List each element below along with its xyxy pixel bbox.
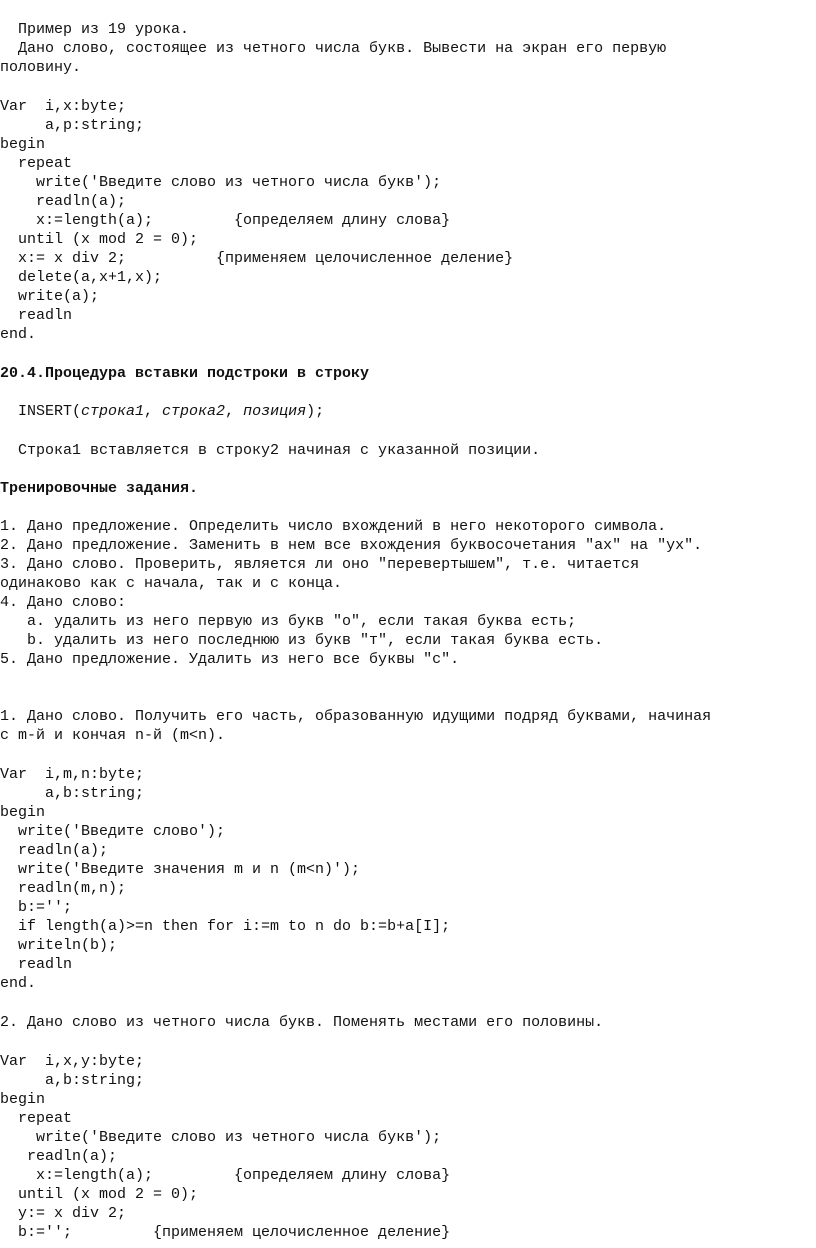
task-line: 3. Дано слово. Проверить, является ли оно "перевертышем", т.е. читается: [0, 556, 640, 573]
code1-line: write('Введите слово из четного числа букв');: [0, 174, 442, 191]
code3-line: Var i,x,y:byte;: [0, 1053, 145, 1070]
task-line: a. удалить из него первую из букв "о", если такая буква есть;: [0, 613, 577, 630]
task-line: 1. Дано предложение. Определить число вхождений в него некоторого символа.: [0, 518, 667, 535]
insert-description: Строка1 вставляется в строку2 начиная с указанной позиции.: [0, 442, 541, 459]
code3-line: write('Введите слово из четного числа букв');: [0, 1129, 442, 1146]
code2-line: readln(a);: [0, 842, 109, 859]
intro-line-2: Дано слово, состоящее из четного числа букв. Вывести на экран его первую: [0, 40, 667, 57]
intro-line-3: половину.: [0, 59, 82, 76]
code2-line: readln: [0, 956, 73, 973]
code3-line: y:= x div 2;: [0, 1205, 127, 1222]
code2-line: writeln(b);: [0, 937, 118, 954]
section-title: 20.4.Процедура вставки подстроки в строку: [0, 365, 370, 382]
code2-line: write('Введите слово');: [0, 823, 226, 840]
insert-separator: ,: [225, 403, 244, 420]
example1-line-2: с m-й и кончая n-й (m<n).: [0, 727, 226, 744]
code2-line: write('Введите значения m и n (m<n)');: [0, 861, 361, 878]
code1-line: until (x mod 2 = 0);: [0, 231, 199, 248]
code2-line: readln(m,n);: [0, 880, 127, 897]
code3-line: readln(a);: [0, 1148, 118, 1165]
task-line: 4. Дано слово:: [0, 594, 127, 611]
insert-separator: ,: [144, 403, 163, 420]
insert-prefix: INSERT(: [0, 403, 82, 420]
code1-line: readln: [0, 307, 73, 324]
insert-arg-3: позиция: [243, 403, 307, 420]
code1-line: readln(a);: [0, 193, 127, 210]
code1-line: x:=length(a); {определяем длину слова}: [0, 212, 451, 229]
code2-line: if length(a)>=n then for i:=m to n do b:=b+a[I];: [0, 918, 451, 935]
task-line: одинаково как с начала, так и с конца.: [0, 575, 343, 592]
code2-line: a,b:string;: [0, 785, 145, 802]
code2-line: end.: [0, 975, 37, 992]
task-line: 5. Дано предложение. Удалить из него все буквы "с".: [0, 651, 460, 668]
code1-line: begin: [0, 136, 46, 153]
task-line: 2. Дано предложение. Заменить в нем все вхождения буквосочетания "ах" на "ух".: [0, 537, 703, 554]
code1-line: write(a);: [0, 288, 100, 305]
code1-line: Var i,x:byte;: [0, 98, 127, 115]
code1-line: x:= x div 2; {применяем целочисленное деление}: [0, 250, 514, 267]
task-line: b. удалить из него последнюю из букв "т", если такая буква есть.: [0, 632, 604, 649]
code1-line: a,p:string;: [0, 117, 145, 134]
insert-suffix: );: [306, 403, 325, 420]
code3-line: repeat: [0, 1110, 73, 1127]
code3-line: until (x mod 2 = 0);: [0, 1186, 199, 1203]
code3-line: x:=length(a); {определяем длину слова}: [0, 1167, 451, 1184]
code1-line: end.: [0, 326, 37, 343]
insert-arg-1: строка1: [81, 403, 145, 420]
example2-line-1: 2. Дано слово из четного числа букв. Поменять местами его половины.: [0, 1014, 604, 1031]
code1-line: repeat: [0, 155, 73, 172]
intro-line-1: Пример из 19 урока.: [0, 21, 190, 38]
code3-line: a,b:string;: [0, 1072, 145, 1089]
code3-line: begin: [0, 1091, 46, 1108]
tasks-title: Тренировочные задания.: [0, 480, 199, 497]
code2-line: Var i,m,n:byte;: [0, 766, 145, 783]
code2-line: b:='';: [0, 899, 73, 916]
insert-arg-2: строка2: [162, 403, 226, 420]
insert-signature: [0, 402, 324, 421]
code1-line: delete(a,x+1,x);: [0, 269, 163, 286]
example1-line-1: 1. Дано слово. Получить его часть, образованную идущими подряд буквами, начиная: [0, 708, 712, 725]
code3-line: b:=''; {применяем целочисленное деление}: [0, 1224, 451, 1241]
code2-line: begin: [0, 804, 46, 821]
